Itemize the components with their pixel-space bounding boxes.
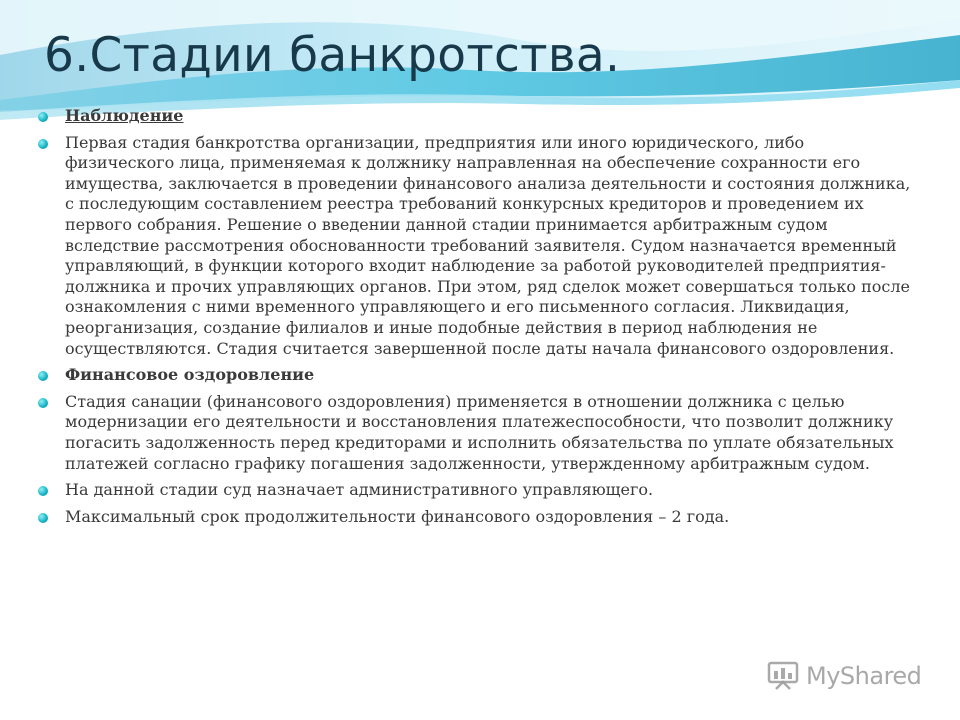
bullet-text: На данной стадии суд назначает административного управляющего. — [65, 480, 654, 500]
slide-title: 6.Стадии банкротства. — [44, 28, 621, 83]
bullet-icon — [38, 139, 48, 149]
bullet-icon — [38, 112, 48, 122]
watermark — [766, 656, 926, 696]
section-heading-recovery: Финансовое оздоровление — [65, 365, 315, 385]
watermark-text: MyShared — [806, 662, 922, 690]
list-item — [38, 106, 918, 127]
list-item — [38, 507, 918, 528]
bullet-text: Максимальный срок продолжительности финансового оздоровления – 2 года. — [65, 506, 730, 526]
list-item — [38, 392, 918, 474]
section-heading-observation: Наблюдение — [65, 106, 184, 125]
bullet-icon — [38, 513, 48, 523]
bullet-icon — [38, 486, 48, 496]
bullet-text: Стадия санации (финансового оздоровления) применяется в отношении должника с целью модернизации его деятельности и восстановления платежеспособности, что позволит должнику погасить задолженность перед кредиторами и исполнить обязательства по уплате обязательных платежей согласно графику погашения задолженности, утвержденному арбитражным судом. — [65, 391, 894, 473]
list-item — [38, 365, 918, 386]
list-item — [38, 480, 918, 501]
bullet-list — [38, 106, 918, 533]
bullet-text: Первая стадия банкротства организации, предприятия или иного юридического, либо физического лица, применяемая к должнику направленная на обеспечение сохранности его имущества, заключается в проведении финансового анализа деятельности и состояния должника, с последующим составлением реестра требований конкурсных кредиторов и проведением их первого собрания. Решение о введении данной стадии принимается арбитражным судом вследствие рассмотрения обоснованности требований заявителя. Судом назначается временный управляющий, в функции которого входит наблюдение за работой руководителей предприятия-должника и прочих управляющих органов. При этом, ряд сделок может совершаться только после ознакомления с ними временного управляющего и его письменного согласия. Ликвидация, реорганизация, создание филиалов и иные подобные действия в период наблюдения не осуществляются. Стадия считается завершенной после даты начала финансового оздоровления. — [65, 132, 911, 358]
list-item — [38, 133, 918, 360]
bullet-icon — [38, 398, 48, 408]
presentation-board-icon — [766, 659, 800, 693]
bullet-icon — [38, 371, 48, 381]
